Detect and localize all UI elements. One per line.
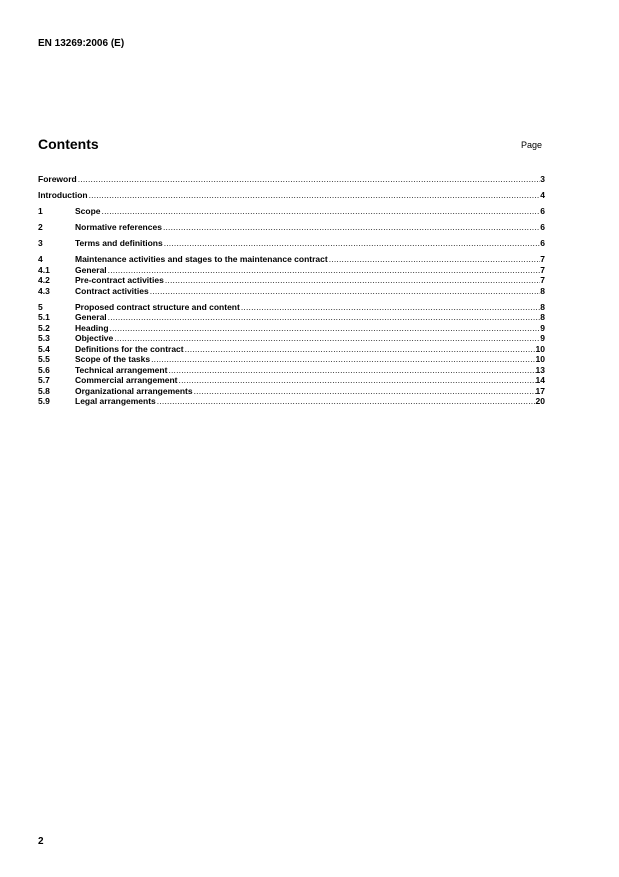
toc-entry[interactable] bbox=[38, 254, 545, 265]
toc-entry-title: Commercial arrangement bbox=[75, 375, 178, 385]
toc-entry[interactable] bbox=[38, 333, 545, 344]
toc-leader-dots bbox=[164, 275, 540, 286]
toc-entry[interactable] bbox=[38, 344, 545, 355]
toc-leader-dots bbox=[328, 254, 541, 265]
toc-entry-number: 4 bbox=[38, 254, 43, 264]
toc-entry[interactable] bbox=[38, 190, 545, 201]
toc-entry-title: Technical arrangement bbox=[75, 364, 168, 375]
toc-entry-number: 5.8 bbox=[38, 385, 50, 396]
toc-entry-number: 3 bbox=[38, 238, 43, 248]
toc-leader-dots bbox=[101, 206, 541, 217]
table-of-contents bbox=[38, 174, 545, 407]
toc-entry-number: 5.9 bbox=[38, 396, 50, 406]
toc-leader-dots bbox=[156, 396, 536, 407]
toc-leader-dots bbox=[184, 344, 536, 355]
toc-entry-title: Maintenance activities and stages to the maintenance contract bbox=[75, 254, 328, 264]
page-number: 2 bbox=[38, 836, 44, 847]
toc-entry-page: 13 bbox=[535, 364, 545, 375]
toc-leader-dots bbox=[109, 323, 541, 334]
toc-entry-title: Introduction bbox=[38, 190, 88, 200]
toc-entry-page: 6 bbox=[540, 206, 545, 216]
toc-leader-dots bbox=[107, 312, 541, 323]
toc-entry-page: 7 bbox=[540, 275, 545, 285]
toc-entry-number: 5.2 bbox=[38, 322, 50, 333]
toc-leader-dots bbox=[193, 386, 536, 397]
toc-entry-number: 5.3 bbox=[38, 333, 50, 343]
toc-entry-page: 9 bbox=[540, 333, 545, 343]
toc-entry[interactable] bbox=[38, 238, 545, 249]
toc-entry-title: Proposed contract structure and content bbox=[75, 301, 240, 312]
toc-entry-page: 7 bbox=[540, 254, 545, 264]
toc-leader-dots bbox=[113, 333, 540, 344]
toc-entry-page: 10 bbox=[535, 343, 545, 354]
toc-entry-title: Organizational arrangements bbox=[75, 385, 193, 396]
toc-entry-title: Heading bbox=[75, 322, 109, 333]
toc-entry-number: 5.5 bbox=[38, 354, 50, 364]
toc-entry[interactable] bbox=[38, 312, 545, 323]
document-id-header: EN 13269:2006 (E) bbox=[38, 38, 125, 49]
toc-entry-page: 10 bbox=[535, 354, 545, 364]
toc-entry-number: 5.6 bbox=[38, 364, 50, 375]
toc-leader-dots bbox=[149, 286, 541, 297]
toc-entry[interactable] bbox=[38, 286, 545, 297]
toc-entry-page: 9 bbox=[540, 322, 545, 333]
toc-leader-dots bbox=[107, 265, 541, 276]
toc-entry-number: 5.1 bbox=[38, 312, 50, 322]
toc-entry[interactable] bbox=[38, 396, 545, 407]
toc-entry-title: Definitions for the contract bbox=[75, 343, 184, 354]
toc-entry[interactable] bbox=[38, 222, 545, 233]
toc-leader-dots bbox=[88, 190, 541, 201]
toc-entry-number: 4.2 bbox=[38, 275, 50, 285]
toc-entry-page: 3 bbox=[540, 174, 545, 184]
toc-entry-page: 6 bbox=[540, 238, 545, 248]
toc-entry[interactable] bbox=[38, 302, 545, 313]
toc-entry-title: Legal arrangements bbox=[75, 396, 156, 406]
toc-leader-dots bbox=[162, 222, 540, 233]
toc-entry-title: General bbox=[75, 264, 107, 275]
toc-entry-page: 14 bbox=[535, 375, 545, 385]
toc-entry[interactable] bbox=[38, 275, 545, 286]
toc-entry-title: Terms and definitions bbox=[75, 238, 163, 248]
toc-entry-page: 8 bbox=[540, 301, 545, 312]
page-column-label: Page bbox=[521, 140, 543, 150]
toc-entry[interactable] bbox=[38, 174, 545, 185]
toc-leader-dots bbox=[150, 354, 535, 365]
toc-entry-number: 2 bbox=[38, 222, 43, 232]
toc-entry-title: Objective bbox=[75, 333, 114, 343]
toc-leader-dots bbox=[77, 174, 541, 185]
toc-entry[interactable] bbox=[38, 323, 545, 334]
toc-entry[interactable] bbox=[38, 265, 545, 276]
toc-entry-page: 7 bbox=[540, 264, 545, 275]
toc-entry-number: 4.3 bbox=[38, 285, 50, 296]
toc-entry-page: 4 bbox=[540, 190, 545, 200]
toc-entry[interactable] bbox=[38, 386, 545, 397]
contents-heading: Contents bbox=[38, 136, 99, 152]
toc-leader-dots bbox=[167, 365, 535, 376]
toc-entry-title: Contract activities bbox=[75, 285, 149, 296]
toc-entry-number: 4.1 bbox=[38, 264, 50, 275]
toc-entry-title: Normative references bbox=[75, 222, 162, 232]
toc-entry[interactable] bbox=[38, 354, 545, 365]
toc-entry-page: 17 bbox=[535, 385, 545, 396]
toc-entry-number: 5.4 bbox=[38, 343, 50, 354]
toc-entry-title: General bbox=[75, 312, 107, 322]
toc-entry-title: Scope bbox=[75, 206, 101, 216]
toc-entry[interactable] bbox=[38, 365, 545, 376]
toc-entry-number: 5 bbox=[38, 301, 43, 312]
toc-leader-dots bbox=[178, 375, 536, 386]
toc-entry-page: 6 bbox=[540, 222, 545, 232]
toc-entry-number: 1 bbox=[38, 206, 43, 216]
toc-entry-page: 8 bbox=[540, 312, 545, 322]
toc-entry-title: Pre-contract activities bbox=[75, 275, 164, 285]
toc-entry[interactable] bbox=[38, 375, 545, 386]
toc-entry-number: 5.7 bbox=[38, 375, 50, 385]
toc-leader-dots bbox=[240, 302, 540, 313]
toc-entry-page: 20 bbox=[535, 396, 545, 406]
toc-entry-title: Scope of the tasks bbox=[75, 354, 151, 364]
toc-entry-page: 8 bbox=[540, 285, 545, 296]
toc-entry-title: Foreword bbox=[38, 174, 77, 184]
toc-entry[interactable] bbox=[38, 206, 545, 217]
toc-leader-dots bbox=[163, 238, 541, 249]
